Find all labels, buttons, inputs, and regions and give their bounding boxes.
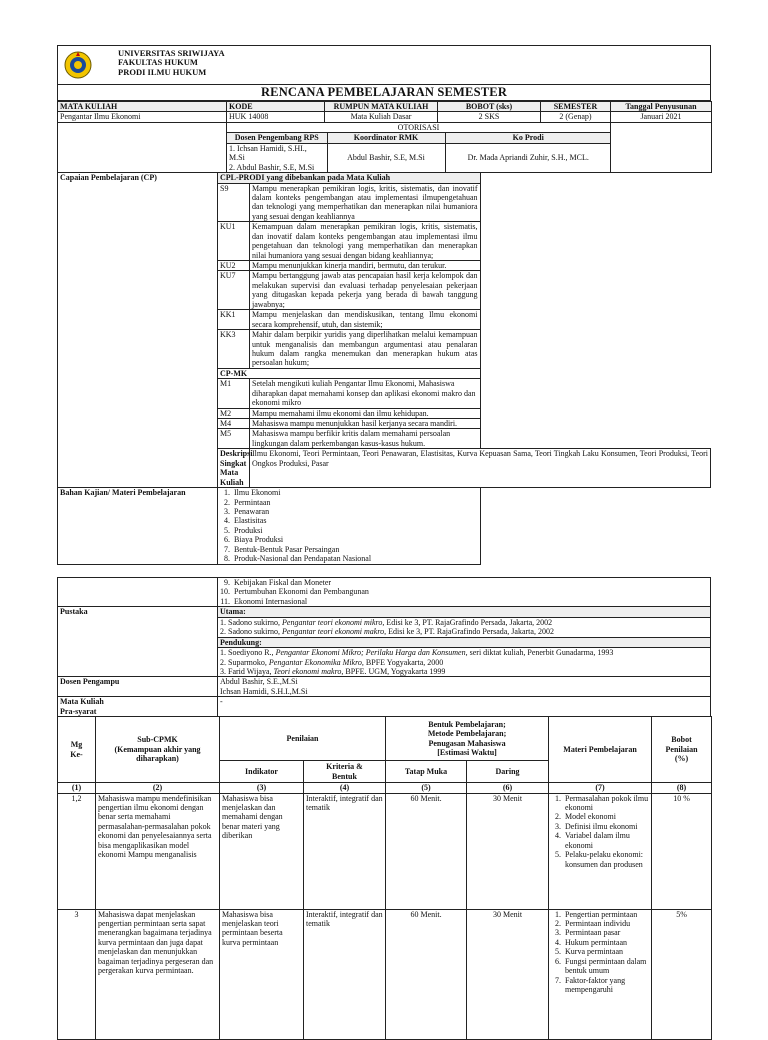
deskripsi-label: Deskripsi Singkat Mata Kuliah	[218, 449, 250, 488]
pustaka-item: 1. Soediyono R., Pengantar Ekonomi Mikro; Perilaku Harga dan Konsumen, seri diktat kuliah, Penerbit Gunadarma, 1993	[220, 648, 614, 658]
cpl-text: Kemampuan dalam menerapkan pemikiran logis, kritis, sistematis, dan inovatif dalam konteks pengembangan atau implementasi ilmu pengetahuan dan teknologi yang memperhatikan dan menerapkan nilai humaniora yang sesuai dengan bidang keahliannya;	[250, 222, 481, 261]
pustaka-utama-list	[218, 618, 710, 638]
list-item: 4. Variabel dalam ilmu ekonomi	[563, 831, 651, 850]
deskripsi-text: Ilmu Ekonomi, Teori Permintaan, Teori Penawaran, Elastisitas, Kurva Kepuasan Sama, Teori Tingkah Laku Konsumen, Teori Produksi, Teori Ongkos Produksi, Pasar	[250, 449, 711, 488]
list-item: 3. Penawaran	[232, 507, 480, 516]
cpmk-text: Setelah mengikuti kuliah Pengantar Ilmu Ekonomi, Mahasiswa diharapkan dapat memahami konsep dan aplikasi ekonomi makro dan ekonomi mikro	[250, 379, 481, 408]
label-semester: SEMESTER	[541, 102, 611, 112]
kaprodi-value: Dr. Mada Apriandi Zuhir, S.H., MCL.	[445, 143, 611, 172]
cell-bobot: 5%	[652, 909, 712, 1039]
koordinator-value: Abdul Bashir, S.E, M.Si	[327, 143, 445, 172]
col-number: (8)	[652, 783, 712, 793]
pustaka-item: 2. Sadono sukirno, Pengantar teori ekonomi makro, Edisi ke 3, PT. RajaGrafindo Persada, Jakarta, 2002	[220, 627, 554, 637]
value-bobot: 2 SKS	[438, 112, 541, 122]
col-number: (6)	[467, 783, 549, 793]
dosen-pengembang-label: Dosen Pengembang RPS	[227, 133, 327, 143]
header-indikator: Indikator	[220, 761, 304, 783]
header-materi: Materi Pembelajaran	[549, 717, 652, 783]
pustaka-pendukung-list	[218, 648, 710, 676]
pustaka-item: 2. Suparmoko, Pengantar Ekonomika Mikro, BPFE Yogyakarta, 2000	[220, 657, 444, 667]
col-number: (1)	[58, 783, 96, 793]
dosen-pengampu-row	[58, 677, 711, 697]
list-item: 1. Permasalahan pokok ilmu ekonomi	[563, 794, 651, 813]
cpl-heading: CPL-PRODI yang dibebankan pada Mata Kuliah	[218, 173, 481, 183]
value-semester: 2 (Genap)	[541, 112, 611, 122]
table-row	[58, 793, 712, 909]
cpmk-text: Mampu memahami ilmu ekonomi dan ilmu kehidupan.	[250, 408, 481, 418]
list-item: 5. Kurva permintaan	[563, 947, 651, 956]
list-item: 6. Biaya Produksi	[232, 535, 480, 544]
cpl-code: KK3	[218, 330, 250, 369]
list-item: 1. Ilmu Ekonomi	[232, 488, 480, 497]
document-title: RENCANA PEMBELAJARAN SEMESTER	[57, 85, 711, 101]
prasyarat-value: -	[218, 697, 711, 717]
list-item: 11. Ekonomi Internasional	[232, 597, 710, 606]
pustaka-pendukung-label: Pendukung:	[218, 638, 710, 648]
pustaka-item: 3. Farid Wijaya, Teori ekonomi makro, BPFE. UGM, Yogyakarta 1999	[220, 666, 446, 676]
list-item: 5. Produksi	[232, 526, 480, 535]
otorisasi-table	[227, 132, 611, 172]
list-item: 3. Permintaan pasar	[563, 928, 651, 937]
value-kode: HUK 14008	[227, 112, 325, 122]
list-item: 10. Pertumbuhan Ekonomi dan Pembangunan	[232, 587, 710, 596]
otorisasi-label: OTORISASI	[397, 122, 440, 132]
header-kriteria: Kriteria & Bentuk	[304, 761, 386, 783]
list-item: 6. Fungsi permintaan dalam bentuk umum	[563, 957, 651, 976]
list-item: 3. Definisi ilmu ekonomi	[563, 822, 651, 831]
label-rumpun: RUMPUN MATA KULIAH	[325, 102, 438, 112]
list-item: 2. Permintaan	[232, 498, 480, 507]
header-bentuk: Bentuk Pembelajaran; Metode Pembelajaran; Penugasan Mahasiswa [Estimasi Waktu]	[386, 717, 549, 761]
cpmk-code: M4	[218, 419, 250, 429]
koordinator-label: Koordinator RMK	[327, 133, 445, 143]
cell-kriteria: Interaktif, integratif dan tematik	[304, 793, 386, 909]
label-mata-kuliah: MATA KULIAH	[58, 102, 227, 112]
label-tanggal: Tanggal Penyusunan	[611, 102, 712, 112]
materi-list	[549, 910, 651, 995]
value-rumpun: Mata Kuliah Dasar	[325, 112, 438, 122]
cpl-text: Mampu menunjukkan kinerja mandiri, bermutu, dan terukur.	[250, 261, 481, 271]
course-header-row	[58, 102, 712, 112]
cpmk-heading: CP-MK	[218, 368, 481, 378]
faculty-name: FAKULTAS HUKUM	[118, 57, 198, 68]
cpl-text: Mampu menjelaskan dan mendiskusikan, tentang Ilmu ekonomi secara komprehensif, utuh, dan sistemik;	[250, 310, 481, 330]
col-number: (4)	[304, 783, 386, 793]
cell-indikator: Mahasiswa bisa menjelaskan teori permintaan beserta kurva permintaan	[220, 909, 304, 1039]
pustaka-item: 1. Sadono sukirno, Pengantar teori ekonomi mikro, Edisi ke 3, PT. RajaGrafindo Persada, Jakarta, 2002	[220, 617, 553, 627]
col-number: (7)	[549, 783, 652, 793]
column-number-row	[58, 783, 712, 793]
list-item: 8. Produk-Nasional dan Pendapatan Nasional	[232, 554, 480, 563]
col-number: (5)	[386, 783, 467, 793]
header-bobot: Bobot Penilaian (%)	[652, 717, 712, 783]
page-1	[57, 45, 711, 565]
cell-tatap-muka: 60 Menit.	[386, 909, 467, 1039]
cell-bobot: 10 %	[652, 793, 712, 909]
bahan-list-continued	[218, 578, 710, 606]
list-item: 2. Model ekonomi	[563, 812, 651, 821]
cpl-text: Mampu menerapkan pemikiran logis, kritis, sistematis, dan inovatif dalam konteks pengembangan atau implementasi ilmupengetahuan dan teknologi yang memperhatikan dan menerapkan nilai humaniora yang sesuai dengan keahliannya	[250, 183, 481, 222]
bahan-label: Bahan Kajian/ Materi Pembelajaran	[58, 488, 218, 565]
cp-table	[57, 172, 711, 565]
cell-daring: 30 Menit	[467, 909, 549, 1039]
dosen-pengampu-value: Ichsan Hamidi, S.H.I.,M.Si	[220, 686, 308, 696]
cell-mg: 1,2	[58, 793, 96, 909]
cpl-code: KU1	[218, 222, 250, 261]
institution-block	[118, 49, 225, 78]
pustaka-label: Pustaka	[58, 607, 218, 677]
list-item: 1. Pengertian permintaan	[563, 910, 651, 919]
kaprodi-label: Ko Prodi	[445, 133, 611, 143]
dosen-pengampu-label: Dosen Pengampu	[58, 677, 218, 697]
label-kode: KODE	[227, 102, 325, 112]
cpl-code: KU2	[218, 261, 250, 271]
col-number: (3)	[220, 783, 304, 793]
cell-subcpmk: Mahasiswa mampu mendefinisikan pengertian ilmu ekonomi dengan benar serta memahami permasalahan-permasalahan pokok ekonomi dan penyelesaiannya serta bisa mengaplikasikan model ekonomi Mampu menganalisis	[96, 793, 220, 909]
cpmk-text: Mahasiswa mampu berfikir kritis dalam memahami persoalan lingkungan dalam perkembangan kasus-kasus hukum.	[250, 429, 481, 449]
course-values-row	[58, 112, 712, 122]
cpmk-code: M5	[218, 429, 250, 449]
list-item: 4. Elastisitas	[232, 516, 480, 525]
header-mg: Mg Ke-	[58, 717, 96, 783]
prasyarat-row	[58, 697, 711, 717]
cpl-text: Mampu bertanggung jawab atas pencapaian hasil kerja kelompok dan melakukan supervisi dan evaluasi terhadap penyelesaian pekerjaan yang ditugaskan kepada pekerja yang berada di bawah tanggung jawabnya;	[250, 271, 481, 310]
page-2	[57, 577, 711, 1040]
otorisasi-row	[58, 122, 712, 172]
cpl-code: KK1	[218, 310, 250, 330]
col-number: (2)	[96, 783, 220, 793]
cpmk-code: M1	[218, 379, 250, 408]
pustaka-row	[58, 607, 711, 677]
cpl-text: Mahir dalam berpikir yuridis yang diperlihatkan melalui kemampuan untuk menganalisis dan membangun argumentasi atau penalaran hukum dalam rangka menemukan dan menerapkan hukum atas persoalan hukum;	[250, 330, 481, 369]
cell-indikator: Mahasiswa bisa menjelaskan dan memahami dengan benar materi yang diberikan	[220, 793, 304, 909]
bahan-continued-row	[58, 578, 711, 607]
bahan-row	[58, 488, 711, 565]
cell-tatap-muka: 60 Menit.	[386, 793, 467, 909]
header-daring: Daring	[467, 761, 549, 783]
value-mata-kuliah: Pengantar Ilmu Ekonomi	[58, 112, 227, 122]
info-table-page2	[57, 577, 711, 717]
dosen-pengembang-value: 1. Ichsan Hamidi, S.HI., M.Si 2. Abdul Bashir, S.E, M.Si	[227, 143, 327, 172]
list-item: 9. Kebijakan Fiskal dan Moneter	[232, 578, 710, 587]
cell-kriteria: Interaktif, integratif dan tematik	[304, 909, 386, 1039]
university-logo-icon	[58, 47, 98, 83]
bahan-list	[218, 488, 480, 564]
university-name: UNIVERSITAS SRIWIJAYA	[118, 47, 225, 58]
label-bobot: BOBOT (sks)	[438, 102, 541, 112]
cpl-code: KU7	[218, 271, 250, 310]
cp-label: Capaian Pembelajaran (CP)	[58, 173, 218, 488]
list-item: 7. Faktor-faktor yang mempengaruhi	[563, 976, 651, 995]
cell-mg: 3	[58, 909, 96, 1039]
table-row	[58, 909, 712, 1039]
value-tanggal: Januari 2021	[611, 112, 712, 122]
header-tatap-muka: Tatap Muka	[386, 761, 467, 783]
plan-table	[57, 716, 712, 1039]
prasyarat-label: Mata Kuliah Pra-syarat	[58, 697, 218, 717]
cell-daring: 30 Menit	[467, 793, 549, 909]
cell-subcpmk: Mahasiswa dapat menjelaskan pengertian permintaan serta sapat menerangkan bagaimana terjadinya kurva permintaan dan juga dapat menjelaskan dan menunjukkan bagaiman terjadinya pergeseran dan pergerakan kurva permintaan.	[96, 909, 220, 1039]
header-subcpmk: Sub-CPMK (Kemampuan akhir yang diharapkan)	[96, 717, 220, 783]
cpmk-code: M2	[218, 408, 250, 418]
materi-list	[549, 794, 651, 870]
list-item: 4. Hukum permintaan	[563, 938, 651, 947]
list-item: 7. Bentuk-Bentuk Pasar Persaingan	[232, 545, 480, 554]
pustaka-utama-label: Utama:	[218, 607, 710, 617]
cpl-code: S9	[218, 183, 250, 222]
list-item: 5. Pelaku-pelaku ekonomi: konsumen dan produsen	[563, 850, 651, 869]
list-item: 2. Permintaan individu	[563, 919, 651, 928]
cpmk-text: Mahasiswa mampu menunjukkan hasil kerjanya secara mandiri.	[250, 419, 481, 429]
course-info-table	[57, 101, 712, 173]
header-box	[57, 45, 711, 85]
header-penilaian: Penilaian	[220, 717, 386, 761]
program-name: PRODI ILMU HUKUM	[118, 66, 207, 77]
dosen-pengampu-value: Abdul Bashir, S.E.,M.Si	[220, 677, 298, 687]
